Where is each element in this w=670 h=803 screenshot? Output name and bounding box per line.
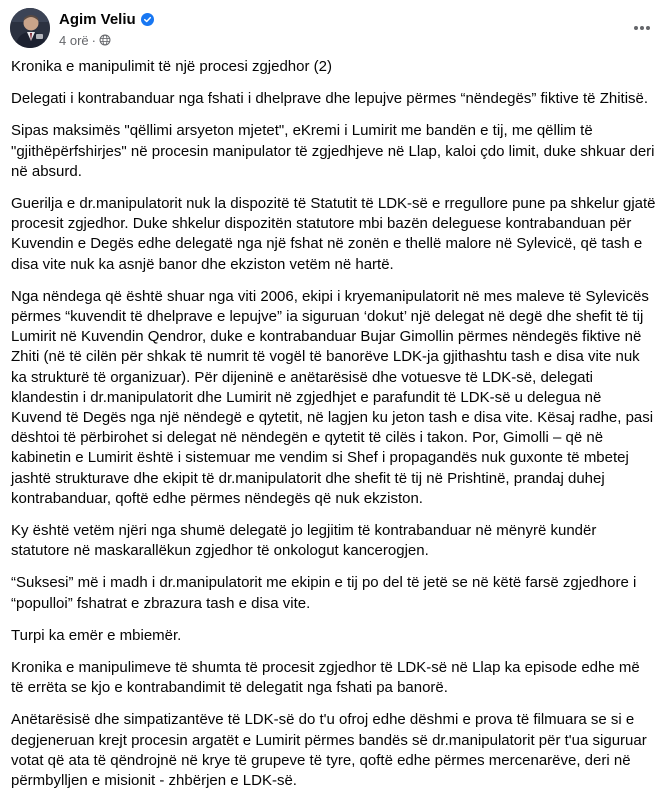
- post-paragraph: Kronika e manipulimeve të shumta të procesit zgjedhor të LDK-së në Llap ka episode edhe më të errëta se kjo e kontrabandimit të delegatit nga fshati pa banorë.: [11, 659, 640, 697]
- post-paragraph: Nga nëndega që është shuar nga viti 2006, ekipi i kryemanipulatorit në mes maleve të Sylevicës përmes “kuvendit të dhelprave e lepujve” ia siguruan ‘dokut’ një delegat në degë dhe shefit të tij Lumirit në Kuvendin Qendror, duke e kontrabanduar Bujar Gimollin përmes nëndegës fiktive në Zhiti (në të cilën për shkak të numrit të vogël të banorëve LDK-ja gjithashtu tash e disa vite nuk ka strukturë të organizuar). Për dijeninë e anëtarësisë dhe votuesve të LDK-së, delegati klandestin i dr.manipulatorit dhe Lumirit në zgjedhjet e parafundit të LDK-së u delegua në Kuvend të Degës nga një nëndegë e qytetit, në lagjen ku jeton tash e disa vite. Kësaj radhe, pasi dështoi të përbirohet si delegat në nëndegën e qytetit të cilës i takon. Por, Gimolli – që në kabinetin e Lumirit është i sistemuar me vendim si Shef i propagandës nuk guxonte të mbetej jashtë strukturave dhe ekipit të dr.manipulatorit dhe shefit të tij në Prishtinë, prandaj duhej kontrabanduar, qoftë edhe përmes nëndegës që nuk ekziston.: [11, 287, 654, 507]
- post-paragraph: Sipas maksimës "qëllimi arsyeton mjetet", eKremi i Lumirit me bandën e tij, me qëllim të "gjithëpërfshirjes" në procesin manipulator të zgjedhjeve në Llap, kaloi çdo limit, duke shkuar deri në absurd.: [11, 122, 655, 180]
- post-paragraph: “Suksesi” më i madh i dr.manipulatorit me ekipin e tij po del të jetë se në këtë farsë zgjedhore i “populloi” fshatrat e zbrazura tash e disa vite.: [11, 574, 637, 612]
- author-block: [59, 9, 154, 49]
- post-meta: [59, 31, 154, 49]
- globe-icon[interactable]: [99, 34, 111, 46]
- post-paragraph: Kronika e manipulimit të një procesi zgjedhor (2): [11, 58, 332, 75]
- post-paragraph: Turpi ka emër e mbiemër.: [11, 626, 182, 644]
- more-options-button[interactable]: [626, 12, 658, 44]
- avatar-photo-icon: [10, 8, 50, 48]
- avatar[interactable]: [10, 8, 50, 48]
- meta-separator: ·: [91, 32, 96, 48]
- post-paragraph: Anëtarësisë dhe simpatizantëve të LDK-së do t'u ofroj edhe dëshmi e prova të filmuara se si e degjeneruan krejt procesin argatët e Lumirit përmes bandës së dr.manipulatorit për t'ua siguruar votat që ata të qëndrojnë në krye të grupeve të tyre, qoftë edhe përmes mercenarëve, deri në përmbylljen e misionit - zhbërjen e LDK-së.: [11, 711, 647, 790]
- post-body: [11, 57, 656, 803]
- author-line: [59, 9, 154, 29]
- verified-badge-icon: [141, 13, 154, 26]
- post-paragraph: Delegati i kontrabanduar nga fshati i dhelprave dhe lepujve përmes “nëndegës” fiktive të Zhitisë.: [11, 90, 649, 108]
- post-header: [0, 0, 670, 56]
- more-options-icon: [632, 18, 652, 38]
- post-paragraph: Ky është vetëm njëri nga shumë delegatë jo legjitim të kontrabanduar në mënyrë kundër statutore në maskarallëkun zgjedhor të onkologut kancerogjen.: [11, 522, 597, 560]
- post-paragraph: Guerilja e dr.manipulatorit nuk la dispozitë të Statutit të LDK-së e rregullore pune pa shkelur gjatë procesit zgjedhor. Duke shkelur dispozitën statutore mbi bazën deleguese kontrabanduan për Kuvendin e Degës edhe delegatë nga një fshat në zonën e thellë malore në Sylevicë, që tash e disa vite nuk ka asnjë banor dhe ekziston vetëm në hartë.: [11, 195, 656, 273]
- author-name[interactable]: Agim Veliu: [59, 10, 136, 28]
- post-timestamp[interactable]: 4 orë: [59, 32, 89, 48]
